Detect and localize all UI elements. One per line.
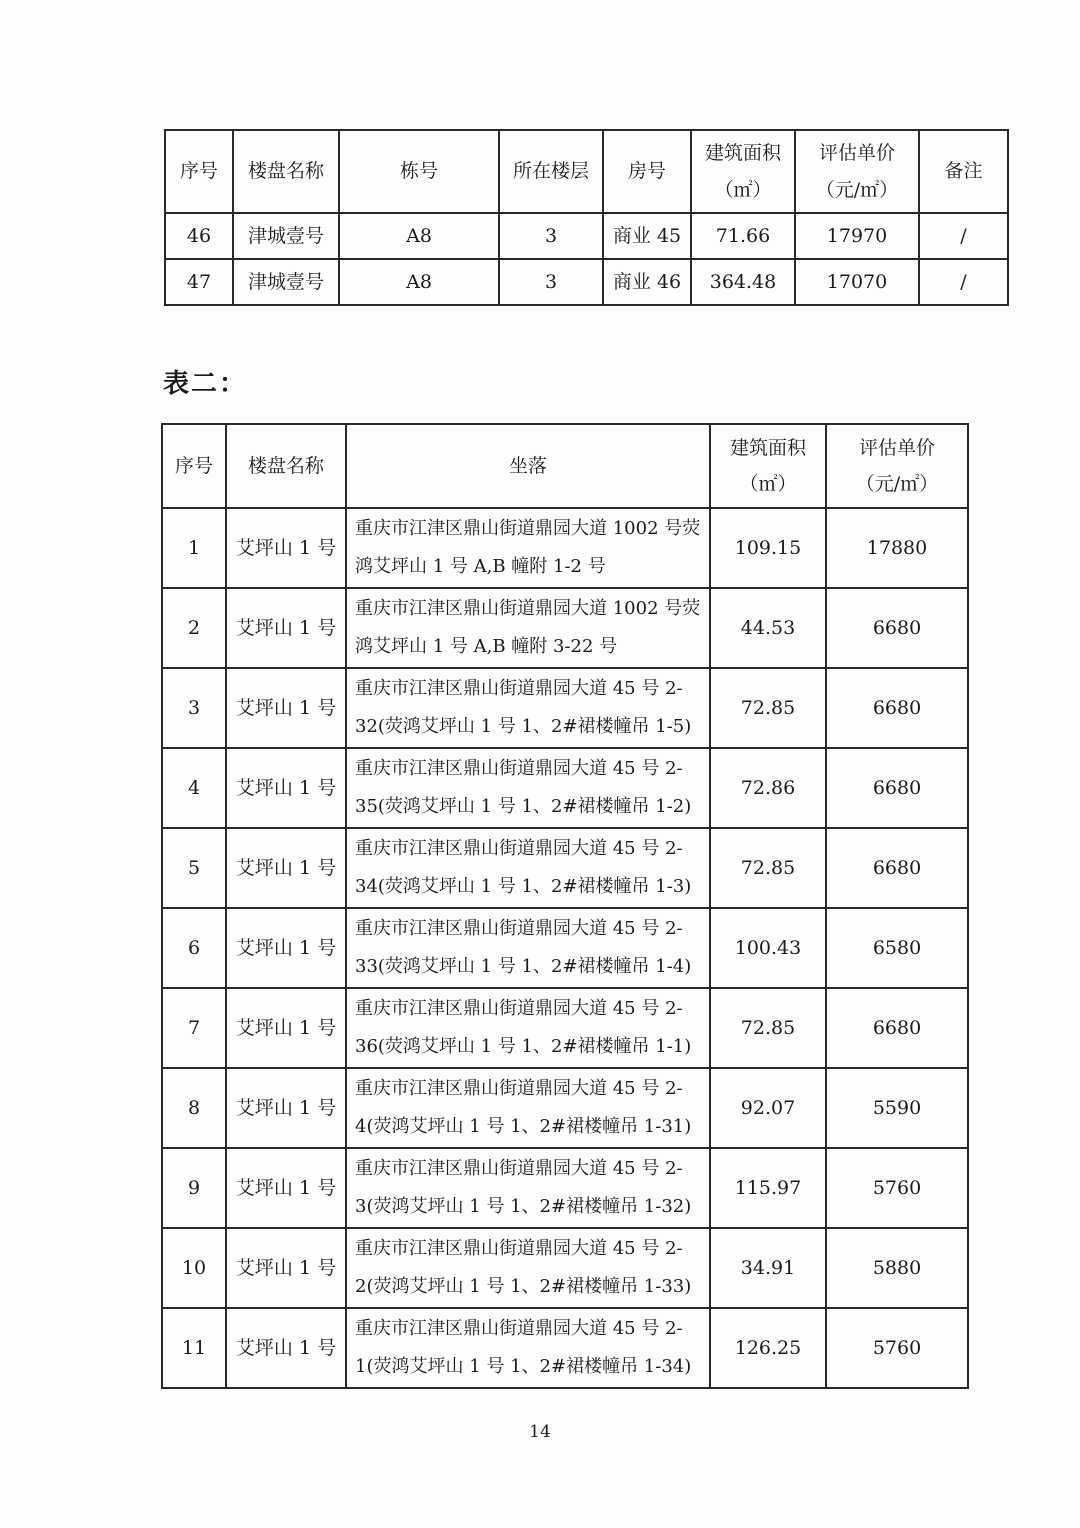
table-cell: 津城壹号: [233, 213, 339, 259]
table-cell: 5: [162, 828, 226, 908]
table-cell: 46: [165, 213, 233, 259]
column-header: 备注: [919, 130, 1008, 213]
table-header-row: [165, 130, 1008, 213]
table-row: [162, 668, 968, 748]
table-cell: 3: [162, 668, 226, 748]
table-cell: 艾坪山 1 号: [226, 1228, 346, 1308]
table-cell: 2: [162, 588, 226, 668]
table-cell: 6680: [826, 828, 968, 908]
table-cell: 艾坪山 1 号: [226, 908, 346, 988]
column-header: 建筑面积 （㎡）: [710, 424, 826, 508]
table-cell: 5880: [826, 1228, 968, 1308]
table-cell: 10: [162, 1228, 226, 1308]
section-title: 表二：: [163, 369, 248, 399]
table-cell: 艾坪山 1 号: [226, 1308, 346, 1388]
table-cell: 重庆市江津区鼎山街道鼎园大道 45 号 2-4(荧鸿艾坪山 1 号 1、2#裙楼幢吊 1-31): [346, 1068, 710, 1148]
table-cell: 5760: [826, 1148, 968, 1228]
table-one: [164, 129, 1009, 306]
table-cell: 17880: [826, 508, 968, 588]
table-cell: 5760: [826, 1308, 968, 1388]
table-header-row: [162, 424, 968, 508]
table-cell: 71.66: [691, 213, 795, 259]
column-header: 评估单价 （元/㎡）: [826, 424, 968, 508]
table-cell: 重庆市江津区鼎山街道鼎园大道 1002 号荧鸿艾坪山 1 号 A,B 幢附 1-2 号: [346, 508, 710, 588]
table-cell: 艾坪山 1 号: [226, 1068, 346, 1148]
table-cell: A8: [339, 259, 499, 305]
table-cell: 92.07: [710, 1068, 826, 1148]
column-header: 序号: [165, 130, 233, 213]
table-cell: 109.15: [710, 508, 826, 588]
table-row: [162, 828, 968, 908]
table-cell: 3: [499, 259, 603, 305]
column-header: 所在楼层: [499, 130, 603, 213]
table-cell: 重庆市江津区鼎山街道鼎园大道 45 号 2-32(荧鸿艾坪山 1 号 1、2#裙楼幢吊 1-5): [346, 668, 710, 748]
table-row: [162, 508, 968, 588]
table-cell: 47: [165, 259, 233, 305]
table-cell: 重庆市江津区鼎山街道鼎园大道 45 号 2-1(荧鸿艾坪山 1 号 1、2#裙楼幢吊 1-34): [346, 1308, 710, 1388]
column-header: 栋号: [339, 130, 499, 213]
table-cell: 津城壹号: [233, 259, 339, 305]
table-cell: 艾坪山 1 号: [226, 668, 346, 748]
table-cell: 艾坪山 1 号: [226, 508, 346, 588]
table-cell: 1: [162, 508, 226, 588]
table-row: [162, 1148, 968, 1228]
column-header: 建筑面积 （㎡）: [691, 130, 795, 213]
table-cell: 4: [162, 748, 226, 828]
table-row: [162, 1068, 968, 1148]
table-cell: 9: [162, 1148, 226, 1228]
table-cell: 6: [162, 908, 226, 988]
table-cell: 72.85: [710, 828, 826, 908]
table-cell: 艾坪山 1 号: [226, 748, 346, 828]
table-cell: 重庆市江津区鼎山街道鼎园大道 1002 号荧鸿艾坪山 1 号 A,B 幢附 3-22 号: [346, 588, 710, 668]
column-header: 坐落: [346, 424, 710, 508]
table-row: [162, 1228, 968, 1308]
table-cell: 3: [499, 213, 603, 259]
table-cell: 商业 46: [603, 259, 691, 305]
table-cell: 艾坪山 1 号: [226, 828, 346, 908]
table-cell: 11: [162, 1308, 226, 1388]
table-cell: 7: [162, 988, 226, 1068]
table-cell: A8: [339, 213, 499, 259]
column-header: 楼盘名称: [226, 424, 346, 508]
table-cell: 6680: [826, 748, 968, 828]
table-two: [161, 423, 969, 1389]
column-header: 楼盘名称: [233, 130, 339, 213]
table-cell: 17070: [795, 259, 919, 305]
table-cell: 6680: [826, 588, 968, 668]
table-row: [162, 988, 968, 1068]
table-row: [162, 588, 968, 668]
table-cell: 115.97: [710, 1148, 826, 1228]
column-header: 序号: [162, 424, 226, 508]
table-cell: 重庆市江津区鼎山街道鼎园大道 45 号 2-3(荧鸿艾坪山 1 号 1、2#裙楼幢吊 1-32): [346, 1148, 710, 1228]
table-row: [165, 259, 1008, 305]
table-cell: /: [919, 213, 1008, 259]
table-row: [162, 748, 968, 828]
table-cell: 重庆市江津区鼎山街道鼎园大道 45 号 2-33(荧鸿艾坪山 1 号 1、2#裙楼幢吊 1-4): [346, 908, 710, 988]
table-cell: 126.25: [710, 1308, 826, 1388]
table-row: [162, 908, 968, 988]
table-cell: 重庆市江津区鼎山街道鼎园大道 45 号 2-36(荧鸿艾坪山 1 号 1、2#裙楼幢吊 1-1): [346, 988, 710, 1068]
table-cell: 72.85: [710, 668, 826, 748]
table-cell: 364.48: [691, 259, 795, 305]
table-cell: 72.85: [710, 988, 826, 1068]
table-cell: 8: [162, 1068, 226, 1148]
column-header: 评估单价 （元/㎡）: [795, 130, 919, 213]
table-cell: 艾坪山 1 号: [226, 1148, 346, 1228]
table-cell: 100.43: [710, 908, 826, 988]
table-cell: 34.91: [710, 1228, 826, 1308]
table-cell: 重庆市江津区鼎山街道鼎园大道 45 号 2-34(荧鸿艾坪山 1 号 1、2#裙楼幢吊 1-3): [346, 828, 710, 908]
table-cell: /: [919, 259, 1008, 305]
table-cell: 重庆市江津区鼎山街道鼎园大道 45 号 2-35(荧鸿艾坪山 1 号 1、2#裙楼幢吊 1-2): [346, 748, 710, 828]
table-row: [165, 213, 1008, 259]
table-cell: 5590: [826, 1068, 968, 1148]
table-row: [162, 1308, 968, 1388]
table-cell: 17970: [795, 213, 919, 259]
table-cell: 6680: [826, 988, 968, 1068]
page-number: 14: [529, 1422, 551, 1442]
column-header: 房号: [603, 130, 691, 213]
table-cell: 艾坪山 1 号: [226, 988, 346, 1068]
table-cell: 72.86: [710, 748, 826, 828]
table-cell: 商业 45: [603, 213, 691, 259]
table-cell: 重庆市江津区鼎山街道鼎园大道 45 号 2-2(荧鸿艾坪山 1 号 1、2#裙楼幢吊 1-33): [346, 1228, 710, 1308]
table-cell: 6580: [826, 908, 968, 988]
table-cell: 艾坪山 1 号: [226, 588, 346, 668]
table-cell: 44.53: [710, 588, 826, 668]
table-cell: 6680: [826, 668, 968, 748]
